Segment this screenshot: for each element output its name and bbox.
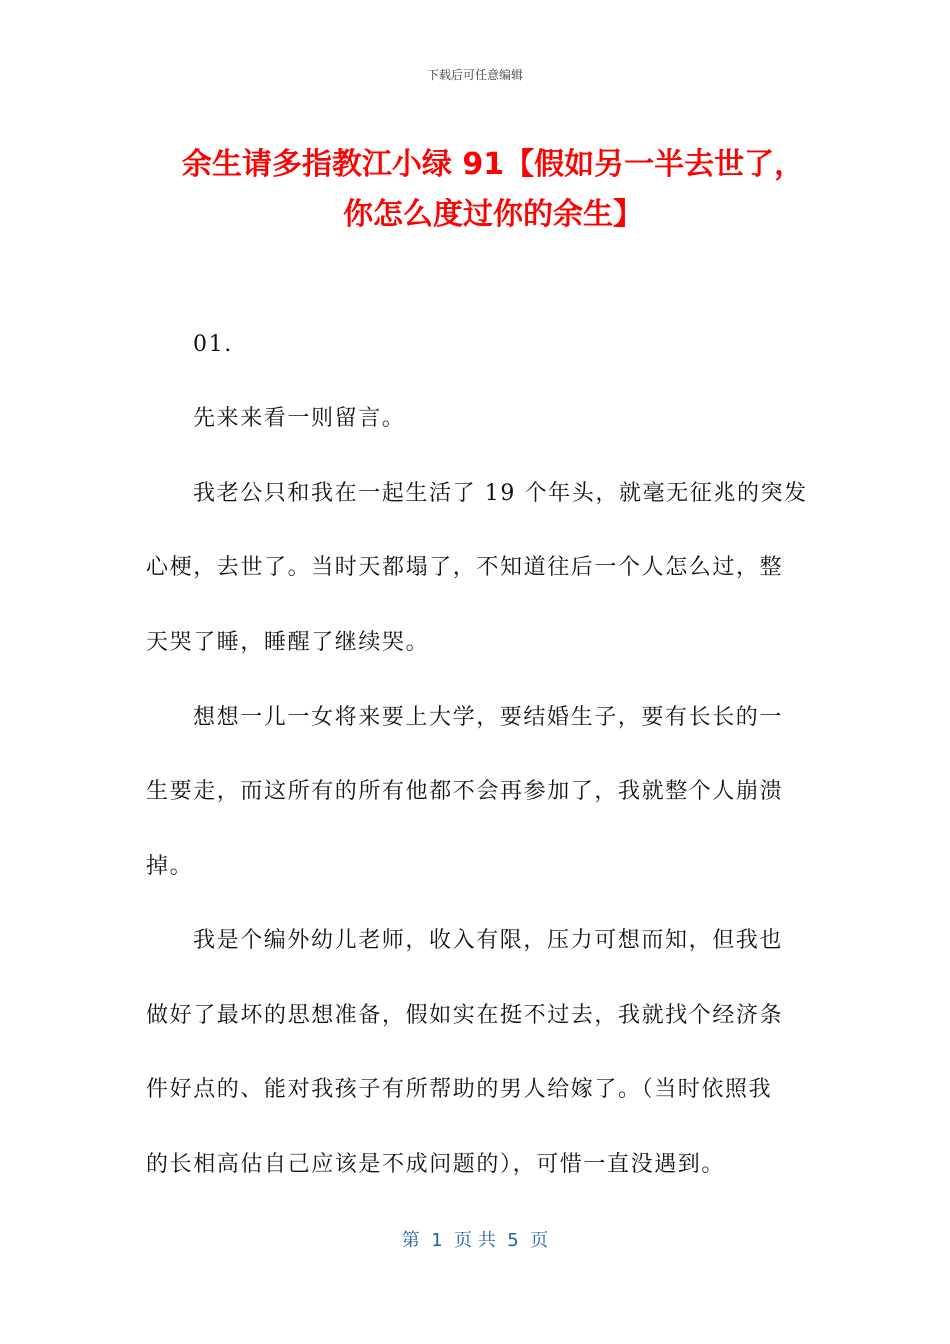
paragraph-line: 件好点的、能对我孩子有所帮助的男人给嫁了。（当时依照我 [146, 1077, 773, 1102]
paragraph-line: 心梗，去世了。当时天都塌了，不知道往后一个人怎么过，整 [146, 555, 784, 580]
paragraph-line: 想想一儿一女将来要上大学，要结婚生子，要有长长的一 [193, 705, 784, 730]
paragraph-line: 我是个编外幼儿老师，收入有限，压力可想而知，但我也 [193, 928, 784, 953]
paragraph-line: 做好了最坏的思想准备，假如实在挺不过去，我就找个经济条 [146, 1003, 784, 1028]
page-number-footer: 第 1 页 共 5 页 [401, 1230, 549, 1251]
title-line-2: 你怎么度过你的余生】 [343, 197, 643, 232]
title-line-1: 余生请多指教江小绿 91【假如另一半去世了， [181, 147, 805, 182]
header-note: 下载后可任意编辑 [426, 68, 523, 82]
paragraph-line: 掉。 [146, 854, 194, 879]
paragraph-line: 我老公只和我在一起生活了 19 个年头，就毫无征兆的突发 [193, 481, 808, 506]
paragraph-line: 生要走，而这所有的所有他都不会再参加了，我就整个人崩溃 [146, 779, 784, 804]
paragraph-line: 天哭了睡，睡醒了继续哭。 [146, 630, 430, 655]
section-number: 01. [193, 332, 233, 357]
paragraph-line: 的长相高估自己应该是不成问题的），可惜一直没遇到。 [146, 1152, 726, 1177]
paragraph-line: 先来来看一则留言。 [193, 406, 406, 431]
